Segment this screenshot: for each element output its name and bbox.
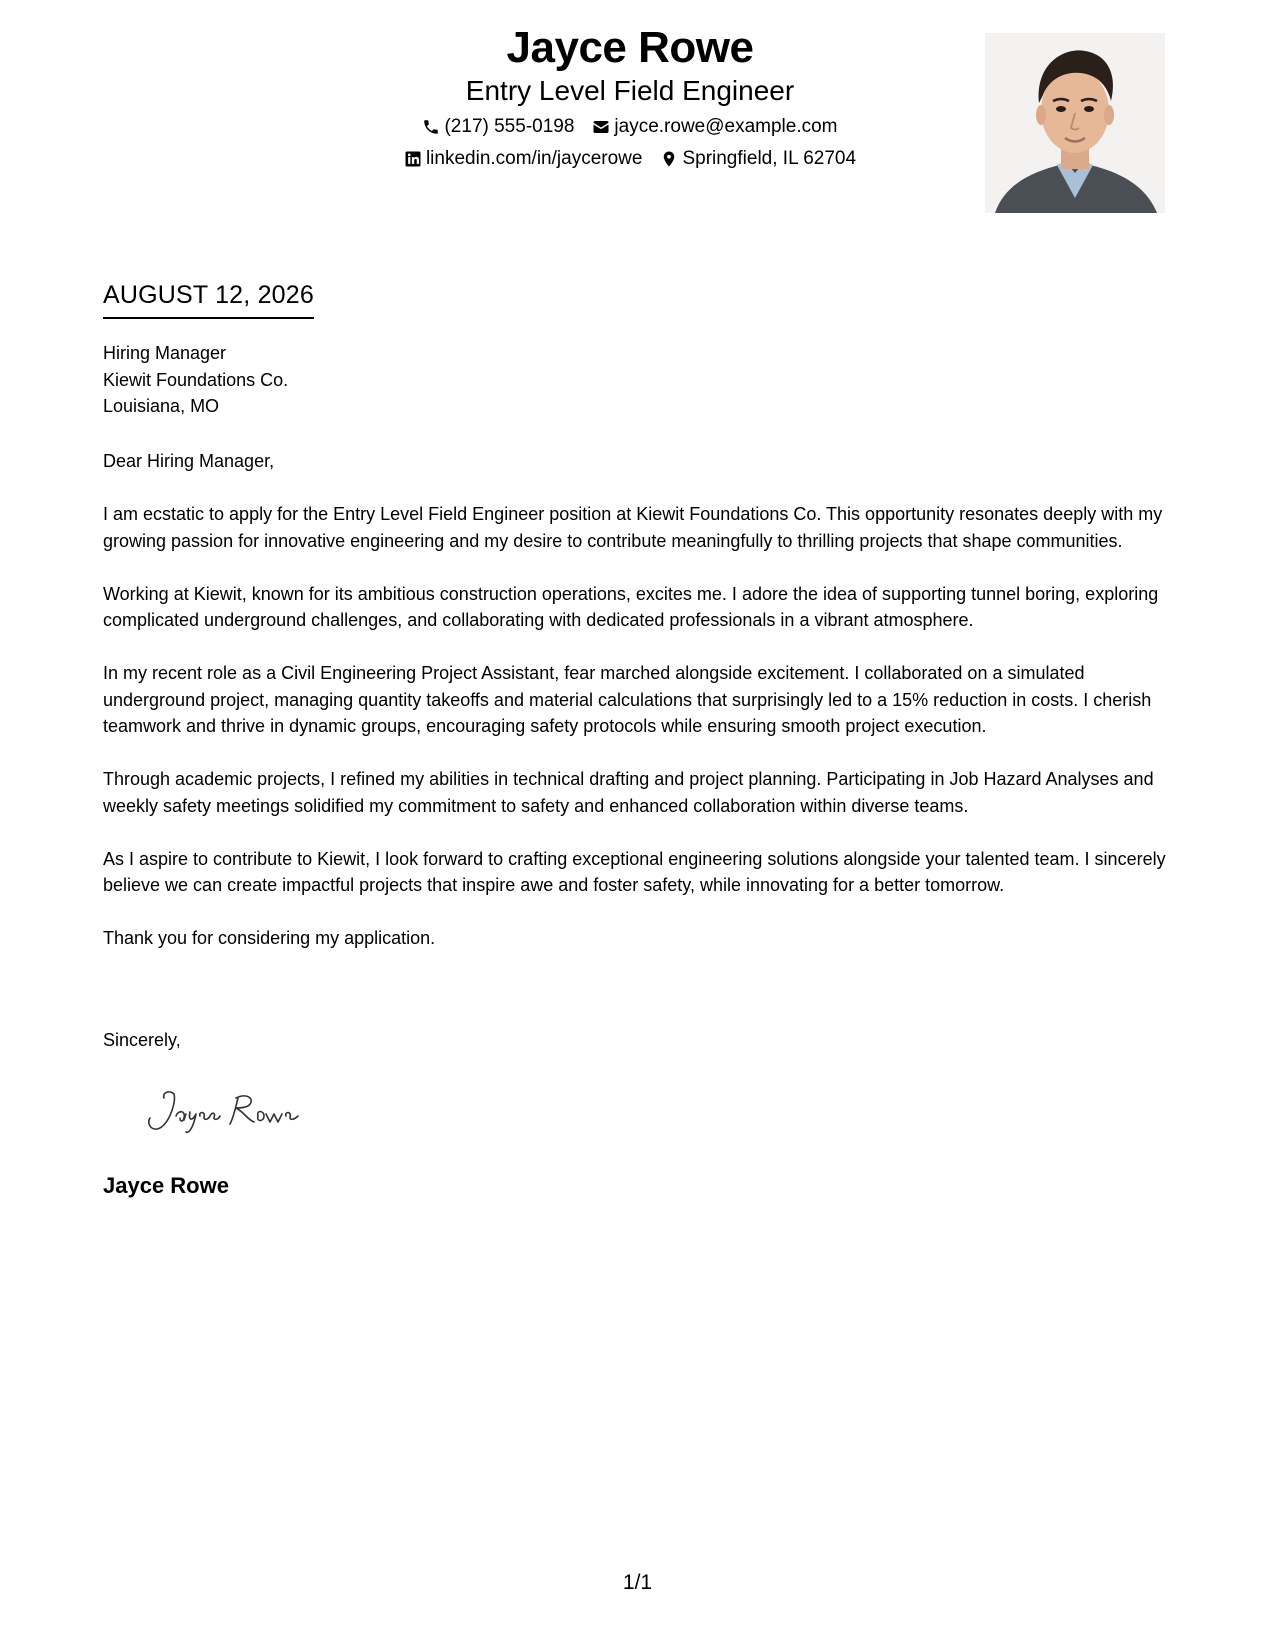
linkedin-url[interactable]: linkedin.com/in/jaycerowe — [425, 148, 643, 169]
body-paragraph: As I aspire to contribute to Kiewit, I look forward to crafting exceptional engineering solutions alongside your talented team. I sincerely believe we can create impactful projects that inspire awe and foster safety, while innovating for a better tomorrow. — [103, 848, 1166, 895]
location-text: Springfield, IL 62704 — [682, 148, 857, 169]
page-number: 1/1 — [622, 1571, 653, 1594]
map-pin-icon — [660, 150, 678, 168]
signature-icon — [140, 1080, 340, 1140]
envelope-icon — [592, 118, 610, 136]
applicant-photo — [985, 33, 1165, 213]
applicant-name: Jayce Rowe — [506, 23, 754, 72]
recipient-location: Louisiana, MO — [103, 396, 220, 416]
contact-phone — [422, 115, 574, 139]
body-paragraph: In my recent role as a Civil Engineering Project Assistant, fear marched alongside excitement. I collaborated on a simulated underground project, managing quantity takeoffs and material calculations that surprisingly led to a 15% reduction in costs. I cherish teamwork and thrive in dynamic groups, encouraging safety protocols while ensuring smooth project execution. — [103, 663, 1152, 736]
body-paragraph: Through academic projects, I refined my abilities in technical drafting and project planning. Participating in Job Hazard Analyses and weekly safety meetings solidified my commitment to safety and enhanced collaboration within diverse teams. — [103, 769, 1154, 816]
contact-linkedin[interactable] — [404, 147, 643, 171]
letter-body — [103, 448, 1178, 978]
phone-icon — [422, 118, 440, 136]
contact-email[interactable] — [592, 115, 837, 139]
body-paragraph: I am ecstatic to apply for the Entry Level Field Engineer position at Kiewit Foundations Co. This opportunity resonates deeply with my growing passion for innovative engineering and my desire to contribute meaningfully to thrilling projects that shape communities. — [103, 504, 1163, 551]
applicant-job-title: Entry Level Field Engineer — [465, 75, 795, 106]
contact-row-primary — [200, 115, 1060, 139]
handwritten-signature — [140, 1080, 340, 1140]
letter-date: AUGUST 12, 2026 — [103, 279, 314, 319]
contact-row-secondary — [200, 147, 1060, 171]
letter-header — [200, 22, 1060, 171]
printed-name: Jayce Rowe — [103, 1173, 229, 1198]
portrait-image — [985, 33, 1165, 213]
contact-location — [660, 147, 856, 171]
recipient-title: Hiring Manager — [103, 343, 227, 363]
body-paragraph: Working at Kiewit, known for its ambitious construction operations, excites me. I adore the idea of supporting tunnel boring, exploring complicated underground challenges, and collaborating with dedicated professionals in a vibrant atmosphere. — [103, 583, 1159, 630]
letter-closing: Sincerely, — [103, 1030, 181, 1050]
body-paragraph: Thank you for considering my application. — [103, 928, 436, 948]
recipient-company: Kiewit Foundations Co. — [103, 369, 289, 390]
letter-greeting: Dear Hiring Manager, — [103, 451, 275, 471]
recipient-block — [103, 340, 288, 420]
linkedin-icon — [404, 150, 422, 168]
email-address[interactable]: jayce.rowe@example.com — [614, 116, 838, 137]
phone-number: (217) 555-0198 — [444, 116, 575, 137]
